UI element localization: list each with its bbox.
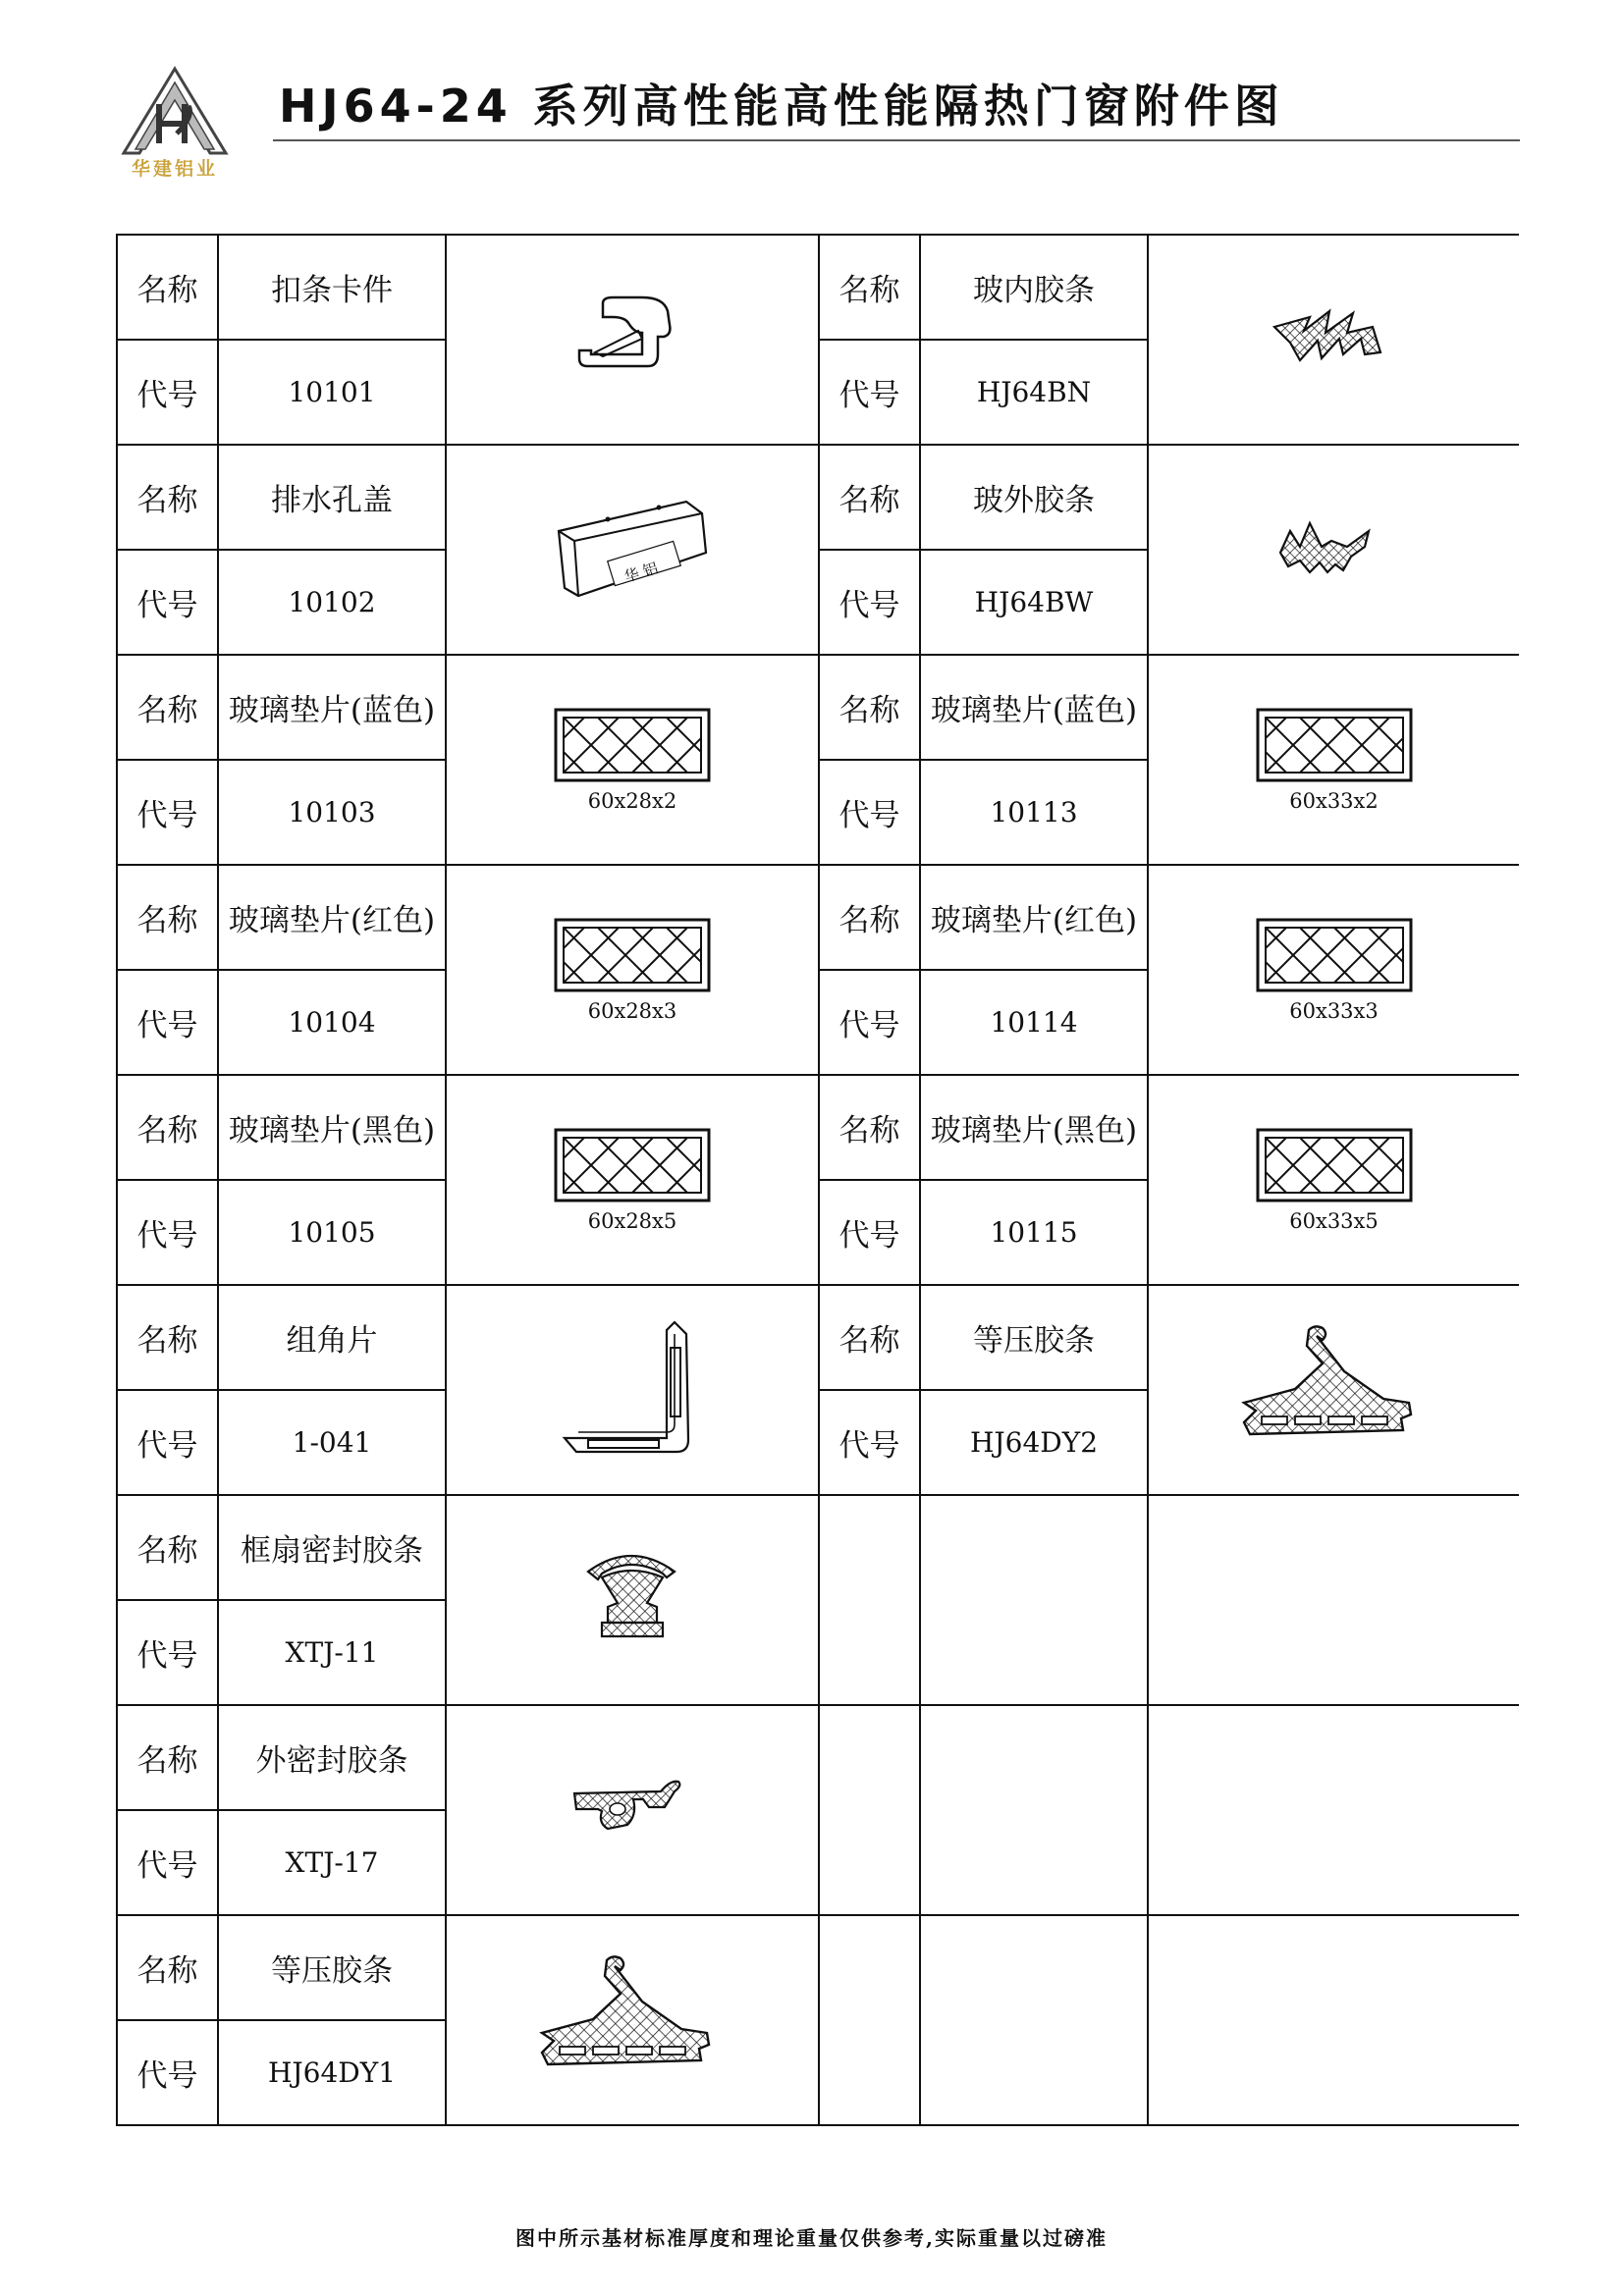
code-label: 代号 <box>819 1180 920 1285</box>
code-label: 代号 <box>117 970 218 1075</box>
part-code: HJ64BW <box>920 550 1148 655</box>
part-code: HJ64DY1 <box>218 2020 446 2125</box>
pad-size-label: 60x28x3 <box>587 999 677 1023</box>
empty-cell <box>819 1705 920 1915</box>
name-label: 名称 <box>117 1075 218 1180</box>
part-drawing-cell <box>1148 1285 1519 1495</box>
part-code: XTJ-11 <box>218 1600 446 1705</box>
part-drawing-cell <box>446 1705 819 1915</box>
drain-cover-icon <box>549 494 716 606</box>
part-name: 等压胶条 <box>218 1915 446 2020</box>
empty-cell <box>1148 1495 1519 1705</box>
name-label: 名称 <box>819 235 920 340</box>
part-drawing-cell <box>1148 1075 1519 1285</box>
pad-size-label: 60x33x5 <box>1289 1209 1379 1233</box>
part-name: 玻璃垫片(红色) <box>218 865 446 970</box>
logo-text: 华建铝业 <box>131 158 218 180</box>
table-row <box>117 1495 1519 1600</box>
name-label: 名称 <box>117 1705 218 1810</box>
table-row <box>117 865 1519 970</box>
title-divider <box>273 139 1520 141</box>
table-row <box>117 445 1519 550</box>
glass-pad-icon <box>1255 917 1414 997</box>
part-drawing-cell <box>1148 445 1519 655</box>
pad-size-label: 60x33x3 <box>1289 999 1379 1023</box>
empty-cell <box>920 1705 1148 1915</box>
inner-gasket-icon <box>1271 303 1398 376</box>
outer-gasket-icon <box>1271 513 1398 586</box>
table-row <box>117 1705 1519 1810</box>
footer-note: 图中所示基材标准厚度和理论重量仅供参考,实际重量以过磅准 <box>515 2226 1108 2250</box>
part-name: 扣条卡件 <box>218 235 446 340</box>
clip-profile-icon <box>573 294 691 386</box>
pressure-gasket-icon <box>1236 1324 1433 1456</box>
parts-table-body <box>117 235 1519 2125</box>
part-drawing-cell <box>446 235 819 445</box>
pad-size-label: 60x33x2 <box>1289 789 1379 813</box>
part-name: 框扇密封胶条 <box>218 1495 446 1600</box>
code-label: 代号 <box>117 1390 218 1495</box>
table-row <box>117 655 1519 760</box>
code-label: 代号 <box>819 340 920 445</box>
name-label: 名称 <box>117 1495 218 1600</box>
code-label: 代号 <box>819 970 920 1075</box>
glass-pad-icon <box>553 917 712 997</box>
code-label: 代号 <box>819 760 920 865</box>
part-drawing-cell <box>446 1285 819 1495</box>
pad-size-label: 60x28x2 <box>587 789 677 813</box>
part-code: HJ64DY2 <box>920 1390 1148 1495</box>
name-label: 名称 <box>117 655 218 760</box>
svg-text:华 铝: 华 铝 <box>622 559 661 586</box>
empty-cell <box>1148 1915 1519 2125</box>
part-code: 10101 <box>218 340 446 445</box>
part-name: 玻璃垫片(蓝色) <box>218 655 446 760</box>
part-drawing-cell <box>1148 655 1519 865</box>
part-code: 10115 <box>920 1180 1148 1285</box>
logo-mark-icon <box>116 65 234 163</box>
part-drawing-cell <box>446 445 819 655</box>
code-label: 代号 <box>117 2020 218 2125</box>
code-label: 代号 <box>117 340 218 445</box>
part-drawing-cell <box>446 1915 819 2125</box>
name-label: 名称 <box>819 1285 920 1390</box>
part-drawing-cell <box>1148 235 1519 445</box>
corner-bracket-icon <box>559 1314 706 1466</box>
empty-cell <box>819 1915 920 2125</box>
page-title: HJ64-24 系列高性能高性能隔热门窗附件图 <box>279 80 1284 133</box>
code-label: 代号 <box>819 550 920 655</box>
part-drawing-cell <box>446 1495 819 1705</box>
name-label: 名称 <box>819 445 920 550</box>
table-row <box>117 1915 1519 2020</box>
name-label: 名称 <box>117 1285 218 1390</box>
part-name: 排水孔盖 <box>218 445 446 550</box>
part-name: 玻外胶条 <box>920 445 1148 550</box>
part-code: 10102 <box>218 550 446 655</box>
part-name: 玻璃垫片(黑色) <box>218 1075 446 1180</box>
table-row <box>117 235 1519 340</box>
glass-pad-icon <box>553 1127 712 1207</box>
part-code: XTJ-17 <box>218 1810 446 1915</box>
code-label: 代号 <box>117 760 218 865</box>
part-name: 玻内胶条 <box>920 235 1148 340</box>
part-code: 10104 <box>218 970 446 1075</box>
part-code: 10103 <box>218 760 446 865</box>
name-label: 名称 <box>117 445 218 550</box>
table-row <box>117 1075 1519 1180</box>
part-name: 玻璃垫片(红色) <box>920 865 1148 970</box>
part-drawing-cell <box>1148 865 1519 1075</box>
pad-size-label: 60x28x5 <box>587 1209 677 1233</box>
code-label: 代号 <box>117 1180 218 1285</box>
parts-table <box>116 234 1519 2126</box>
part-name: 玻璃垫片(蓝色) <box>920 655 1148 760</box>
part-drawing-cell <box>446 655 819 865</box>
part-name: 等压胶条 <box>920 1285 1148 1390</box>
table-row <box>117 1285 1519 1390</box>
name-label: 名称 <box>819 1075 920 1180</box>
empty-cell <box>920 1495 1148 1705</box>
part-code: 1-041 <box>218 1390 446 1495</box>
code-label: 代号 <box>819 1390 920 1495</box>
part-code: 10113 <box>920 760 1148 865</box>
part-code: HJ64BN <box>920 340 1148 445</box>
part-name: 外密封胶条 <box>218 1705 446 1810</box>
name-label: 名称 <box>819 865 920 970</box>
code-label: 代号 <box>117 1810 218 1915</box>
glass-pad-icon <box>1255 707 1414 787</box>
name-label: 名称 <box>117 1915 218 2020</box>
glass-pad-icon <box>1255 1127 1414 1207</box>
frame-seal-gasket-icon <box>578 1544 686 1656</box>
empty-cell <box>920 1915 1148 2125</box>
name-label: 名称 <box>117 865 218 970</box>
empty-cell <box>1148 1705 1519 1915</box>
part-name: 组角片 <box>218 1285 446 1390</box>
part-drawing-cell <box>446 865 819 1075</box>
part-name: 玻璃垫片(黑色) <box>920 1075 1148 1180</box>
part-code: 10105 <box>218 1180 446 1285</box>
outer-seal-gasket-icon <box>568 1774 696 1846</box>
part-drawing-cell <box>446 1075 819 1285</box>
empty-cell <box>819 1495 920 1705</box>
part-code: 10114 <box>920 970 1148 1075</box>
code-label: 代号 <box>117 1600 218 1705</box>
pressure-gasket-icon <box>534 1954 730 2086</box>
name-label: 名称 <box>819 655 920 760</box>
code-label: 代号 <box>117 550 218 655</box>
glass-pad-icon <box>553 707 712 787</box>
name-label: 名称 <box>117 235 218 340</box>
